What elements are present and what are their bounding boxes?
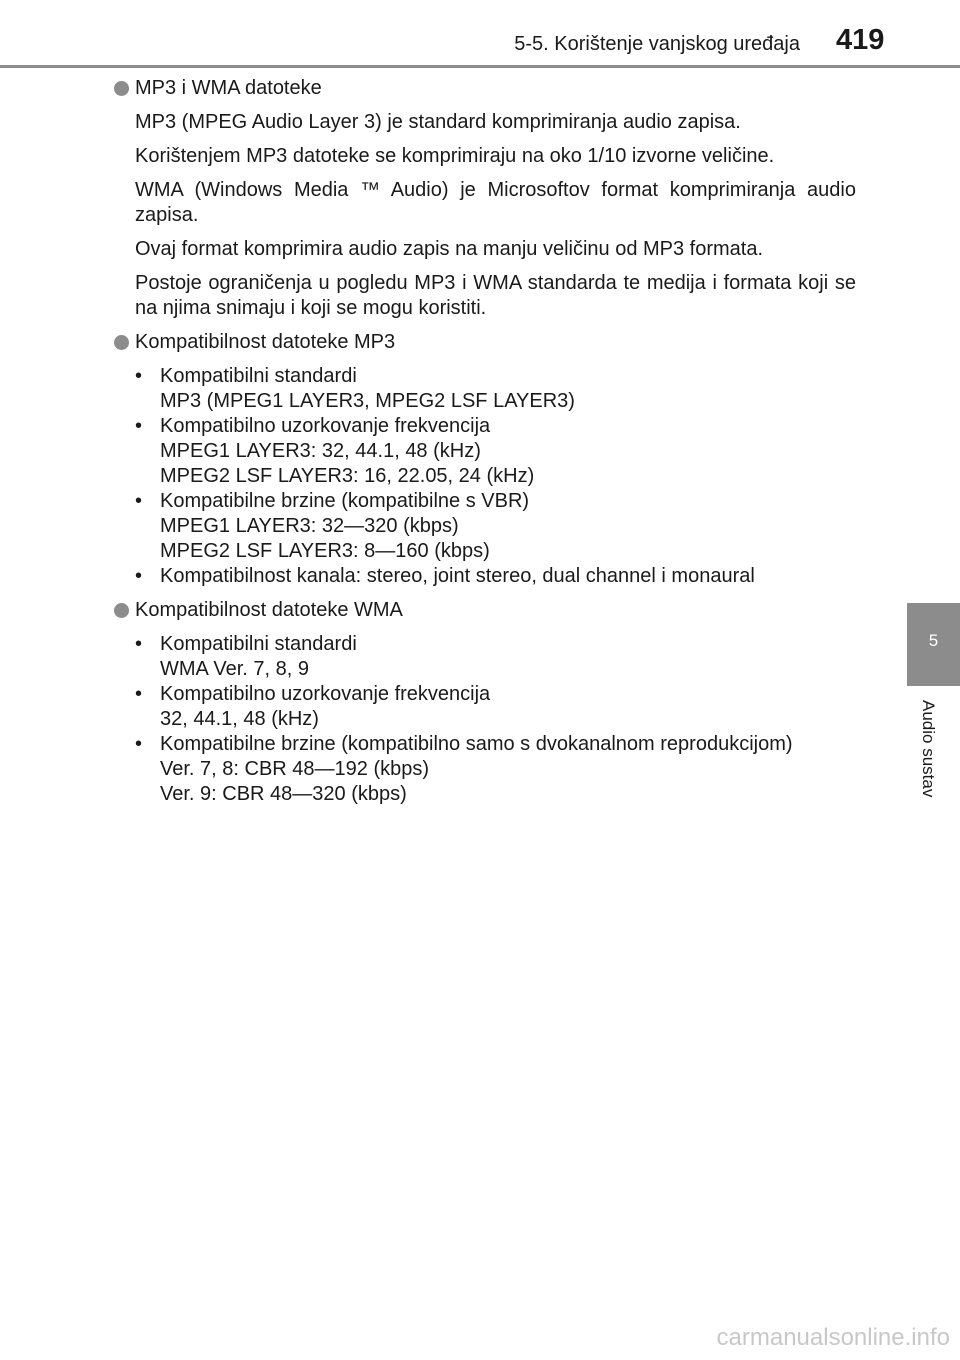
chapter-label: Audio sustav [919, 700, 938, 798]
section-heading [114, 330, 856, 355]
item-detail: MP3 (MPEG1 LAYER3, MPEG2 LSF LAYER3) [160, 390, 575, 412]
item-label: Kompatibilno uzorkovanje frekvencija [160, 415, 491, 437]
page-number: 419 [836, 24, 885, 56]
section-mp3-compat [114, 330, 856, 589]
bullet-icon: • [135, 415, 143, 437]
paragraph: Postoje ograničenja u pogledu MP3 i WMA standarda te medija i formata koji se na njima snimaju i koji se mogu koristiti. [135, 272, 856, 319]
section-heading-text: Kompatibilnost datoteke MP3 [135, 331, 396, 353]
list-item [135, 732, 856, 807]
bullet-icon: • [135, 633, 143, 655]
list-item [135, 489, 856, 564]
header-divider [0, 65, 960, 68]
page-content [114, 76, 856, 807]
section-heading-text: MP3 i WMA datoteke [135, 77, 322, 99]
spec-list [135, 632, 856, 807]
chapter-number: 5 [928, 631, 939, 650]
section-heading [114, 76, 856, 101]
list-item [135, 632, 856, 682]
list-item [135, 414, 856, 489]
bullet-dot-icon [114, 603, 129, 618]
item-detail: MPEG1 LAYER3: 32—320 (kbps) [160, 515, 459, 537]
section-heading-text: Kompatibilnost datoteke WMA [135, 599, 403, 621]
item-detail: MPEG2 LSF LAYER3: 16, 22.05, 24 (kHz) [160, 465, 535, 487]
paragraph: MP3 (MPEG Audio Layer 3) je standard komprimiranja audio zapisa. [135, 111, 741, 133]
item-detail: MPEG2 LSF LAYER3: 8—160 (kbps) [160, 540, 490, 562]
bullet-icon: • [135, 733, 143, 755]
spec-list [135, 364, 856, 589]
item-label: Kompatibilno uzorkovanje frekvencija [160, 683, 491, 705]
page-header [0, 0, 960, 64]
list-item [135, 682, 856, 732]
item-label: Kompatibilni standardi [160, 365, 357, 387]
item-label: Kompatibilne brzine (kompatibilne s VBR) [160, 490, 530, 512]
section-heading [114, 598, 856, 623]
bullet-icon: • [135, 683, 143, 705]
bullet-dot-icon [114, 81, 129, 96]
item-detail: Ver. 9: CBR 48—320 (kbps) [160, 783, 407, 805]
item-detail: WMA Ver. 7, 8, 9 [160, 658, 309, 680]
section-wma-compat [114, 598, 856, 807]
paragraph: Korištenjem MP3 datoteke se komprimiraju na oko 1/10 izvorne veličine. [135, 145, 775, 167]
paragraph: WMA (Windows Media ™ Audio) je Microsoftov format komprimiranja audio zapisa. [135, 179, 856, 226]
item-label: Kompatibilne brzine (kompatibilno samo s dvokanalnom reprodukcijom) [160, 733, 793, 755]
item-detail: Ver. 7, 8: CBR 48—192 (kbps) [160, 758, 430, 780]
item-label: Kompatibilnost kanala: stereo, joint stereo, dual channel i monaural [160, 565, 755, 587]
watermark: carmanualsonline.info [716, 1324, 950, 1351]
chapter-tab [907, 603, 960, 686]
item-detail: MPEG1 LAYER3: 32, 44.1, 48 (kHz) [160, 440, 481, 462]
section-title: 5-5. Korištenje vanjskog uređaja [514, 33, 800, 55]
bullet-dot-icon [114, 335, 129, 350]
bullet-icon: • [135, 365, 143, 387]
bullet-icon: • [135, 490, 143, 512]
paragraph: Ovaj format komprimira audio zapis na manju veličinu od MP3 formata. [135, 238, 764, 260]
item-label: Kompatibilni standardi [160, 633, 357, 655]
list-item [135, 564, 856, 589]
item-detail: 32, 44.1, 48 (kHz) [160, 708, 319, 730]
bullet-icon: • [135, 565, 143, 587]
list-item [135, 364, 856, 414]
section-mp3-wma [114, 76, 856, 321]
